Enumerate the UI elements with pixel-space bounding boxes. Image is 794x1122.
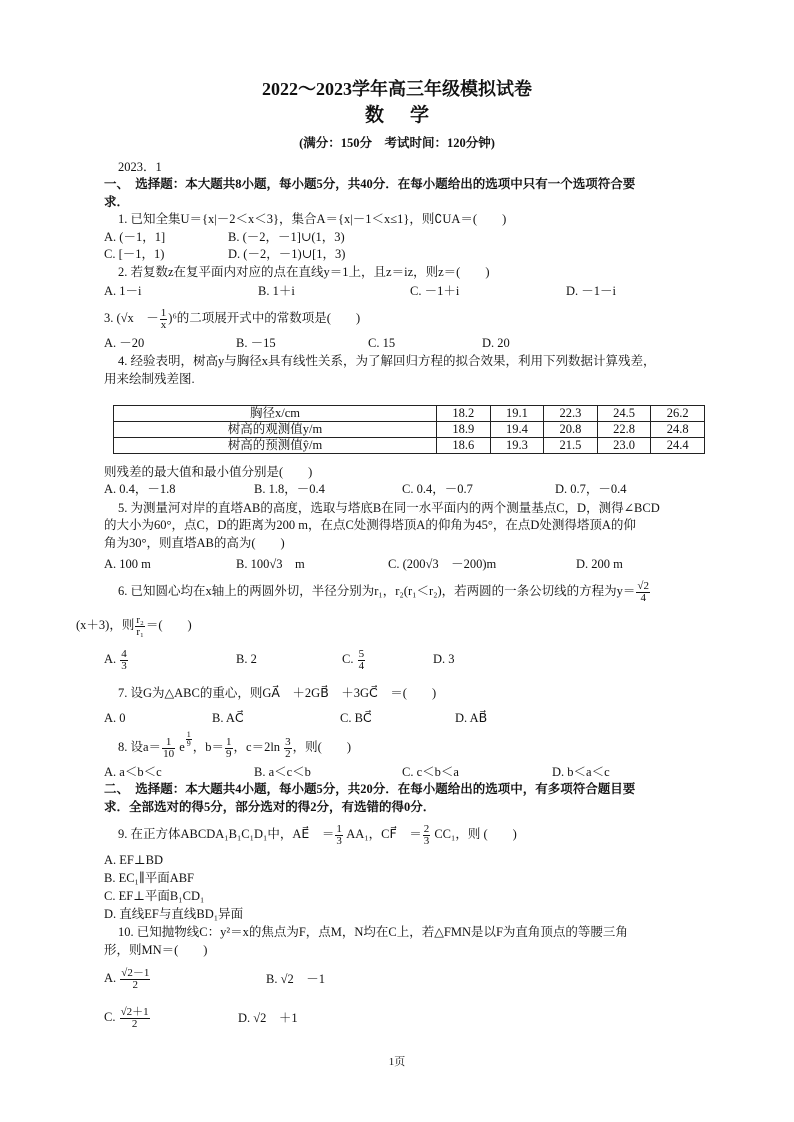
q8-b-den: 9 (226, 747, 232, 760)
q6-slope-num: √2 (637, 579, 649, 592)
q10-option-a (104, 964, 151, 992)
q6-line1 (118, 578, 651, 604)
q2-option-a: A. 1－i (104, 284, 142, 298)
q3-stem-pre: 3. (√x － (104, 311, 159, 325)
q6-line2-post: ＝( ) (145, 618, 192, 632)
q8-b-eq: ，b＝ (192, 740, 225, 755)
q10-c-fraction (120, 1007, 150, 1030)
q4-table-cell: 23.0 (597, 438, 651, 454)
q10-line1: 10. 已知抛物线C：y²＝x的焦点为F，点M，N均在C上，若△FMN是以F为直角顶点的等腰三角 (118, 925, 628, 939)
q6-c-fraction (358, 649, 366, 672)
q4-table-cell: 22.8 (597, 422, 651, 438)
q5-line3: 角为30°，则直塔AB的高为( ) (104, 536, 285, 550)
q4-table-cell: 21.5 (544, 438, 598, 454)
q10-c-den: 2 (131, 1017, 138, 1030)
q10-option-c (104, 1003, 151, 1031)
q6-option-c (342, 646, 366, 672)
q8-stem (118, 731, 351, 761)
q9-frac1 (335, 824, 343, 847)
q8-exp-num: 1 (186, 730, 191, 739)
q9-post: CC₁，则 ( ) (434, 827, 517, 841)
exam-date: 2023．1 (118, 160, 162, 174)
q4-table-cell: 24.4 (651, 438, 705, 454)
q4-table-cell: 19.1 (490, 406, 544, 422)
section1-heading-line2: 求． (104, 195, 130, 209)
q9-frac1-num: 1 (336, 822, 342, 835)
q8-b-num: 1 (226, 735, 232, 748)
q3-stem (104, 306, 360, 331)
q8-c-eq: ，c＝2ln (233, 740, 281, 755)
q4-option-b: B. 1.8，－0.4 (254, 482, 325, 496)
q4-table-cell: 24.8 (651, 422, 705, 438)
q5-option-a: A. 100 m (104, 557, 151, 571)
q5-option-b: B. 100√3 m (236, 557, 305, 571)
q8-a-fraction (162, 737, 175, 760)
q2-option-c: C. －1＋i (410, 284, 460, 298)
q9-option-b: B. EC₁∥平面ABF (104, 871, 195, 885)
q3-stem-post: )⁶的二项展开式中的常数项是( ) (168, 311, 361, 325)
q4-table-cell: 18.6 (437, 438, 491, 454)
q6-slope-den: 4 (640, 591, 646, 604)
q8-c-fraction (284, 737, 292, 760)
section2-heading-line1: 二、 选择题：本大题共4小题，每小题5分，共20分．在每小题给出的选项中，有多项符合题目要 (104, 782, 636, 796)
q6-line2 (76, 612, 192, 638)
q3-option-b: B. －15 (236, 336, 276, 350)
q8-exponent (186, 731, 192, 748)
q6-option-d: D. 3 (433, 652, 455, 666)
q10-a-den: 2 (132, 978, 139, 991)
q4-table-cell: 18.2 (437, 406, 491, 422)
q4-row-label: 胸径x/cm (114, 406, 437, 422)
q1-option-d: D. (－2，－1)∪[1，3) (228, 247, 346, 261)
q9-frac2 (423, 824, 431, 847)
q6-c-den: 4 (358, 659, 365, 672)
q4-table-body (114, 406, 705, 454)
q7-option-c: C. BC⃗ (340, 711, 372, 725)
q4-stem-line1: 4. 经验表明，树高y与胸径x具有线性关系，为了解回归方程的拟合效果，利用下列数据计算残差， (118, 354, 656, 368)
q10-a-fraction (120, 968, 150, 991)
section1-heading-line1: 一、 选择题：本大题共8小题，每小题5分，共40分．在每小题给出的选项中只有一个选项符合要 (104, 177, 636, 191)
q2-stem: 2. 若复数z在复平面内对应的点在直线y＝1上，且z＝iz，则z＝( ) (118, 265, 490, 279)
q9-stem (118, 820, 517, 848)
q4-table-cell: 19.4 (490, 422, 544, 438)
q6-a-label: A. (104, 652, 117, 666)
q4-table-cell: 26.2 (651, 406, 705, 422)
q1-option-c: C. [－1，1) (104, 247, 165, 261)
q1-option-b: B. (－2，－1]∪(1，3) (228, 230, 345, 244)
q4-table-cell: 24.5 (597, 406, 651, 422)
q4-table-row (114, 438, 705, 454)
q4-row-label: 树高的观测值y/m (114, 422, 437, 438)
page-number: 1页 (388, 1056, 406, 1068)
q6-c-num: 5 (358, 647, 365, 660)
q10-option-d: D. √2 ＋1 (238, 1011, 298, 1025)
q9-frac1-den: 3 (336, 834, 342, 847)
subject-title: 数学 (364, 105, 455, 126)
q6-a-num: 4 (121, 647, 127, 660)
exam-title: 2022～2023学年高三年级模拟试卷 (262, 79, 532, 99)
q6-c-label: C. (342, 652, 354, 666)
q3-option-a: A. －20 (104, 336, 145, 350)
q6-slope-fraction (636, 581, 650, 604)
q8-c-num: 3 (285, 735, 291, 748)
q8-post: ，则( ) (292, 740, 351, 755)
q4-table-row (114, 422, 705, 438)
q1-stem: 1. 已知全集U＝{x|－2＜x＜3}，集合A＝{x|－1＜x≤1}，则∁UA＝( ) (118, 212, 507, 226)
q5-line1: 5. 为测量河对岸的直塔AB的高度，选取与塔底B在同一水平面内的两个测量基点C，D，测得∠BCD (118, 501, 660, 515)
q4-table-cell: 22.3 (544, 406, 598, 422)
q9-frac2-den: 3 (423, 834, 430, 847)
q3-frac-den: x (160, 318, 167, 331)
q9-stem-pre: 9. 在正方体ABCDA₁B₁C₁D₁中，AE⃗ ＝ (118, 827, 335, 841)
q2-option-b: B. 1＋i (258, 284, 295, 298)
q7-stem: 7. 设G为△ABC的重心，则GA⃗ ＋2GB⃗ ＋3GC⃗ ＝( ) (118, 686, 437, 700)
q8-option-d: D. b＜a＜c (552, 765, 610, 779)
q5-option-c: C. (200√3 －200)m (388, 557, 497, 571)
q10-c-num: √2＋1 (120, 1005, 149, 1018)
q9-option-a: A. EF⊥BD (104, 853, 163, 867)
exam-meta: (满分：150分 考试时间：120分钟) (299, 136, 495, 150)
q3-frac-num: 1 (160, 306, 167, 319)
q10-a-label: A. (104, 971, 117, 985)
q6-a-fraction (120, 649, 128, 672)
q8-option-a: A. a＜b＜c (104, 765, 162, 779)
q4-table-row (114, 406, 705, 422)
q4-table-cell: 20.8 (544, 422, 598, 438)
q4-stem-line2: 用来绘制残差图. (104, 372, 195, 386)
q7-option-b: B. AC⃗ (212, 711, 244, 725)
q8-c-den: 2 (285, 747, 291, 760)
q6-option-a (104, 646, 129, 672)
q8-a-den: 10 (163, 747, 175, 760)
q1-option-a: A. (－1，1] (104, 230, 166, 244)
q8-a-num: 1 (162, 737, 175, 749)
q8-option-c: C. c＜b＜a (402, 765, 459, 779)
q4-row-label: 树高的预测值ŷ/m (114, 438, 437, 454)
q9-option-c: C. EF⊥平面B₁CD₁ (104, 889, 205, 903)
q4-option-c: C. 0.4，－0.7 (402, 482, 473, 496)
q9-mid: AA₁，CF⃗ ＝ (346, 827, 422, 841)
q4-after: 则残差的最大值和最小值分别是( ) (104, 465, 313, 479)
section2-heading-line2: 求．全部选对的得5分，部分选对的得2分，有选错的得0分． (104, 800, 436, 814)
q6-option-b: B. 2 (236, 652, 257, 666)
q4-option-a: A. 0.4，－1.8 (104, 482, 176, 496)
q10-option-b: B. √2 －1 (266, 972, 325, 986)
q6-ratio-den: r₁ (136, 625, 144, 638)
q10-a-num: √2－1 (121, 966, 150, 979)
q8-b-fraction (225, 737, 233, 760)
q3-fraction (160, 308, 168, 331)
q6-line2-pre: (x＋3)，则 (76, 618, 135, 632)
q7-option-a: A. 0 (104, 711, 126, 725)
q6-ratio-fraction (135, 615, 145, 638)
q6-ratio-num: r₂ (136, 613, 144, 626)
q8-option-b: B. a＜c＜b (254, 765, 311, 779)
q4-table-cell: 19.3 (490, 438, 544, 454)
q5-option-d: D. 200 m (576, 557, 623, 571)
q4-table-cell: 18.9 (437, 422, 491, 438)
q6-a-den: 3 (121, 659, 127, 672)
q10-line2: 形，则MN＝( ) (104, 943, 208, 957)
q10-c-label: C. (104, 1010, 116, 1024)
q5-line2: 的大小为60°，点C，D的距离为200 m，在点C处测得塔顶A的仰角为45°，在点D处测得塔顶A的仰 (104, 518, 636, 532)
q4-option-d: D. 0.7，－0.4 (555, 482, 627, 496)
q4-data-table (113, 405, 705, 454)
q8-exp-den: 9 (186, 739, 191, 748)
q6-line1-text: 6. 已知圆心均在x轴上的两圆外切，半径分别为r₁，r₂(r₁＜r₂)，若两圆的一条公切线的方程为y＝ (118, 584, 636, 598)
q8-stem-pre: 8. 设a＝ (118, 740, 162, 755)
q2-option-d: D. －1－i (566, 284, 617, 298)
q3-option-d: D. 20 (482, 336, 510, 350)
q7-option-d: D. AB⃗ (455, 711, 488, 725)
q3-option-c: C. 15 (368, 336, 396, 350)
q9-option-d: D. 直线EF与直线BD₁异面 (104, 907, 244, 921)
q9-frac2-num: 2 (423, 822, 430, 835)
q8-e: e (179, 740, 185, 755)
